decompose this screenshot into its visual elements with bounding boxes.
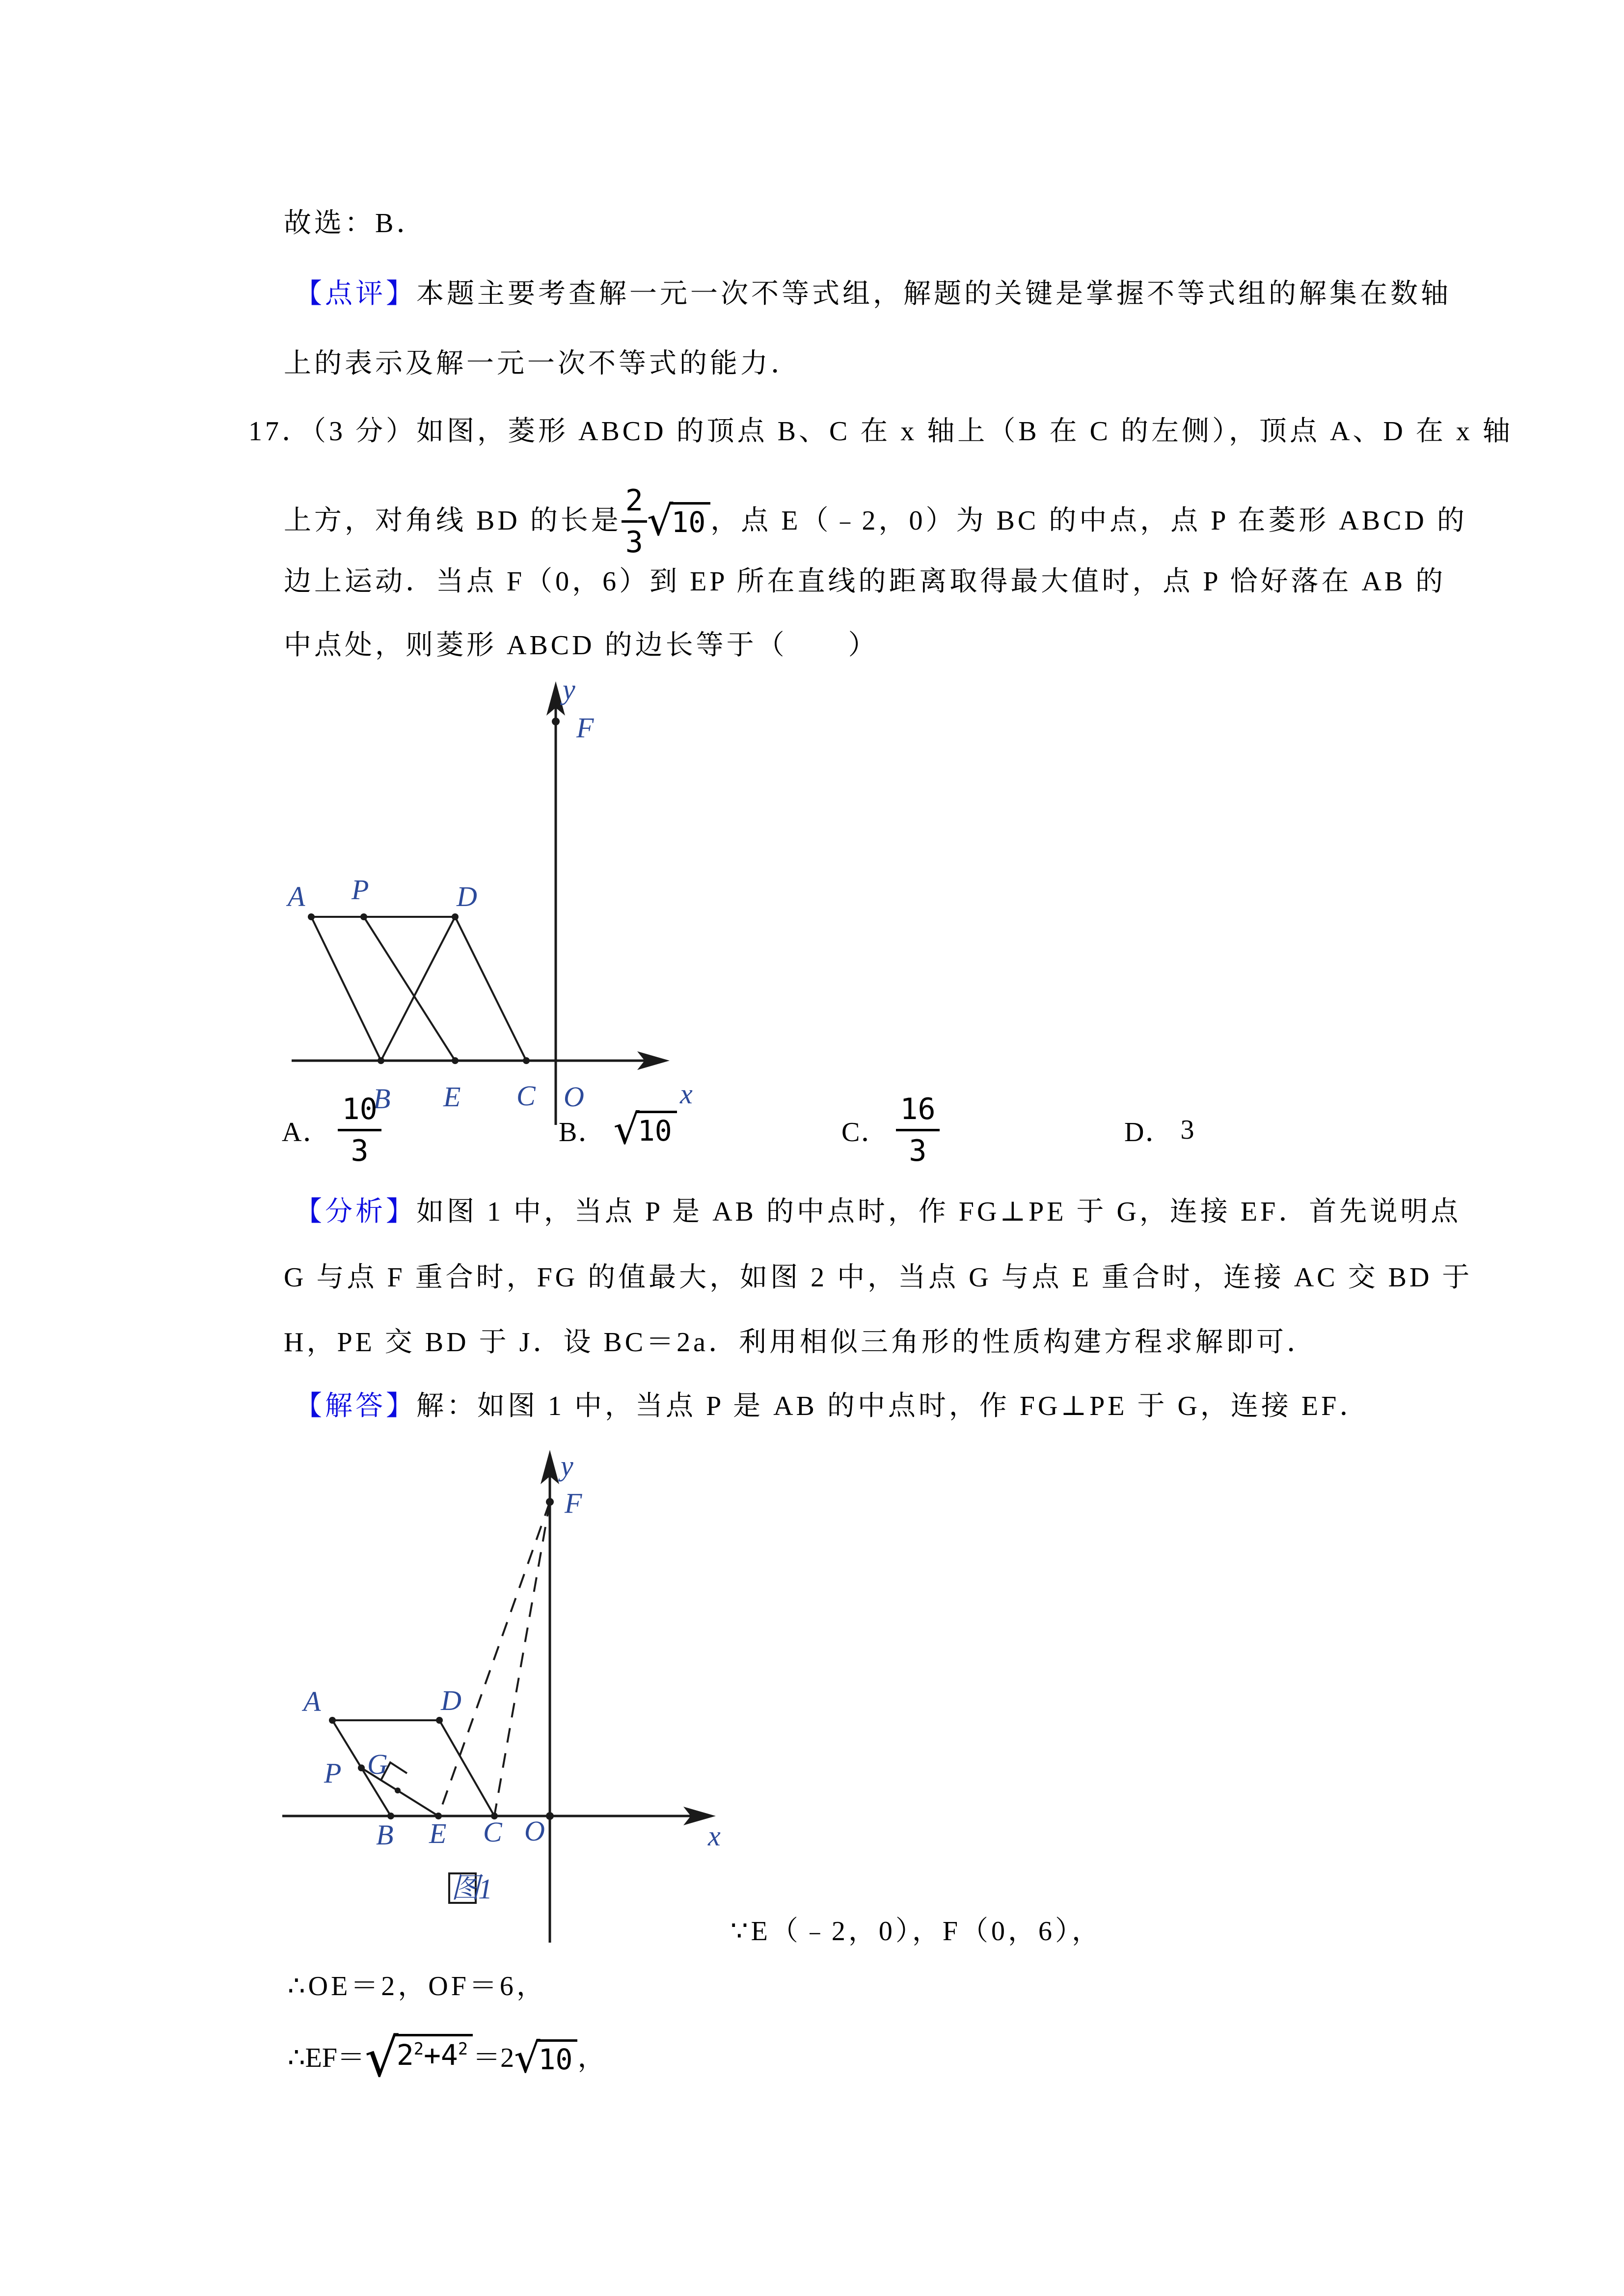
- ef-plus: +: [423, 2038, 441, 2072]
- ef-radical: [364, 2028, 473, 2089]
- fig2-label-F: F: [565, 1487, 582, 1519]
- ef-base-1: 2: [396, 2038, 414, 2072]
- fraction-denominator: 3: [625, 525, 643, 560]
- fig1-point-B: [378, 1057, 384, 1064]
- ef-exp-2: 2: [458, 2039, 468, 2059]
- fig2-point-P: [358, 1764, 365, 1771]
- answer-label: 【解答】: [295, 1391, 416, 1421]
- q17-line3-text: 边上运动．当点 F（0，6）到 EP 所在直线的距离取得最大值时，点 P 恰好落在 AB 的: [284, 566, 1446, 597]
- option-b: [559, 1086, 677, 1174]
- fig2-label-x: x: [708, 1820, 721, 1852]
- option-c-label: C．: [841, 1117, 890, 1148]
- so-line-1: [288, 1968, 547, 2005]
- fig1-point-E: [452, 1057, 459, 1064]
- fig1-side-AB: [311, 917, 381, 1061]
- analysis-text-2: G 与点 F 重合时，FG 的值最大，如图 2 中，当点 G 与点 E 重合时，连接 AC 交 BD 于: [284, 1262, 1473, 1293]
- so-text-1: ∴OE＝2，OF＝6，: [288, 1971, 547, 2002]
- q17-line4-text: 中点处，则菱形 ABCD 的边长等于（ ）: [284, 630, 879, 661]
- fig1-side-DC: [455, 917, 526, 1061]
- fig1-label-P: P: [352, 874, 369, 906]
- fig1-point-F: [552, 718, 560, 725]
- fig1-point-C: [523, 1057, 530, 1064]
- option-d-value: 3: [1180, 1115, 1194, 1145]
- fig1-label-O: O: [564, 1081, 584, 1113]
- fig2-point-O: [546, 1812, 554, 1820]
- answer-text: 解：如图 1 中，当点 P 是 AB 的中点时，作 FG⊥PE 于 G，连接 EF．: [416, 1391, 1370, 1421]
- q17-line2: [284, 467, 1467, 575]
- chosen-answer-line: [284, 205, 427, 242]
- option-d-label: D．: [1124, 1117, 1174, 1148]
- analysis-text-3: H，PE 交 BD 于 J．设 BC＝2a．利用相似三角形的性质构建方程求解即可．: [284, 1327, 1317, 1358]
- sqrt-ten: [647, 497, 710, 545]
- q17-line3: [284, 563, 1446, 601]
- chosen-answer-text: 故选：B．: [284, 208, 427, 239]
- fig2-point-B: [387, 1813, 394, 1819]
- fig2-caption-number: 1: [478, 1873, 492, 1905]
- option-d: [1124, 1086, 1194, 1174]
- fig2-side-DC: [439, 1720, 494, 1816]
- fig2-point-A: [329, 1717, 336, 1724]
- option-b-label: B．: [559, 1117, 607, 1148]
- review-text-1: 本题主要考查解一元一次不等式组，解题的关键是掌握不等式组的解集在数轴: [416, 279, 1451, 309]
- fig2-label-O: O: [524, 1815, 545, 1847]
- option-a-label: A．: [282, 1117, 331, 1148]
- fig2-point-G: [395, 1788, 401, 1793]
- q17-line2-pre: 上方，对角线 BD 的长是: [284, 506, 622, 536]
- review-text-2: 上的表示及解一元一次不等式的能力．: [284, 348, 801, 379]
- radical-sign: √: [647, 497, 674, 545]
- fig1-label-x: x: [680, 1078, 693, 1110]
- fig1-label-F: F: [576, 712, 594, 744]
- fig2-label-B: B: [376, 1819, 394, 1851]
- q17-number: 17．: [248, 416, 312, 447]
- fig2-label-y: y: [561, 1450, 573, 1482]
- fig1-label-B: B: [373, 1083, 391, 1115]
- ef-sqrt-ten-radicand: 10: [537, 2039, 578, 2075]
- option-b-radical-sign: √: [613, 1105, 640, 1154]
- fig1-label-E: E: [443, 1081, 461, 1113]
- q17-line1: [248, 413, 1513, 451]
- fig2-caption-char: 图: [451, 1872, 480, 1904]
- ef-radicand: [395, 2034, 473, 2070]
- analysis-line1: [295, 1194, 1461, 1231]
- fig2-label-G: G: [367, 1748, 388, 1780]
- fig2-point-D: [436, 1717, 443, 1724]
- fig1-point-P: [360, 913, 367, 920]
- ef-sqrt-ten-sign: √: [514, 2034, 541, 2082]
- fig1-label-A: A: [288, 881, 305, 912]
- fraction-numerator: 2: [625, 483, 643, 518]
- ef-exp-1: 2: [413, 2039, 424, 2059]
- option-c-denominator: 3: [909, 1133, 927, 1168]
- fig1-diagonal-BD: [381, 917, 455, 1061]
- option-b-radicand: 10: [636, 1111, 677, 1146]
- option-a-denominator: 3: [351, 1133, 369, 1168]
- fig2-label-D: D: [441, 1684, 461, 1716]
- fig2-dashed-FC: [494, 1502, 550, 1816]
- option-a-fraction: [338, 1093, 381, 1167]
- option-a: [282, 1086, 381, 1174]
- ef-middle: ＝2: [473, 2043, 514, 2074]
- fig2-label-C: C: [483, 1816, 502, 1848]
- fig1-label-y: y: [563, 673, 575, 705]
- option-b-sqrt: [613, 1105, 677, 1154]
- option-c-fraction: [896, 1093, 939, 1167]
- fig2-label-E: E: [429, 1817, 447, 1849]
- ef-tail: ，: [577, 2043, 605, 2074]
- fig1-label-D: D: [457, 881, 477, 912]
- analysis-text-1: 如图 1 中，当点 P 是 AB 的中点时，作 FG⊥PE 于 G，连接 EF．首先说明点: [416, 1197, 1462, 1227]
- because-text: ∵E（﹣2，0），F（0，6），: [731, 1916, 1102, 1947]
- figure-problem-rhombus: [275, 672, 717, 1134]
- analysis-label: 【分析】: [295, 1197, 416, 1227]
- radicand: 10: [669, 502, 710, 537]
- ef-base-2: 4: [440, 2038, 458, 2072]
- option-c-fraction-bar: [896, 1129, 939, 1131]
- analysis-line2: [284, 1259, 1472, 1297]
- option-c: [841, 1086, 940, 1174]
- q17-line4: [284, 627, 879, 665]
- q17-line2-post: ，点 E（﹣2，0）为 BC 的中点，点 P 在菱形 ABCD 的: [710, 506, 1467, 536]
- fig1-point-D: [452, 913, 459, 920]
- ef-prefix: ∴EF＝: [288, 2043, 365, 2074]
- ef-radical-sign: √: [364, 2028, 399, 2089]
- option-a-fraction-bar: [338, 1129, 381, 1131]
- option-a-numerator: 10: [342, 1092, 378, 1126]
- review-paragraph-line2: [284, 346, 801, 383]
- because-line: [731, 1913, 1102, 1950]
- fig1-point-A: [308, 913, 315, 920]
- figure-solution-1: [275, 1443, 766, 1953]
- fraction-bar: [622, 520, 647, 523]
- ef-sqrt-ten: [514, 2034, 577, 2082]
- so-line-ef: [288, 2014, 605, 2103]
- fig1-label-C: C: [516, 1080, 536, 1112]
- fig2-dashed-FE: [438, 1502, 550, 1816]
- q17-line1-text: （3 分）如图，菱形 ABCD 的顶点 B、C 在 x 轴上（B 在 C 的左侧），顶点 A、D 在 x 轴: [312, 416, 1513, 447]
- answer-line: [295, 1388, 1370, 1425]
- fig2-label-A: A: [303, 1685, 321, 1717]
- fig1-segment-PE: [364, 917, 455, 1061]
- fig2-label-P: P: [324, 1757, 342, 1789]
- review-label: 【点评】: [295, 279, 416, 309]
- analysis-line3: [284, 1324, 1317, 1362]
- review-paragraph-line1: [295, 276, 1451, 313]
- fraction-two-thirds: [622, 484, 647, 559]
- fig2-point-F: [546, 1498, 554, 1506]
- option-c-numerator: 16: [900, 1092, 936, 1126]
